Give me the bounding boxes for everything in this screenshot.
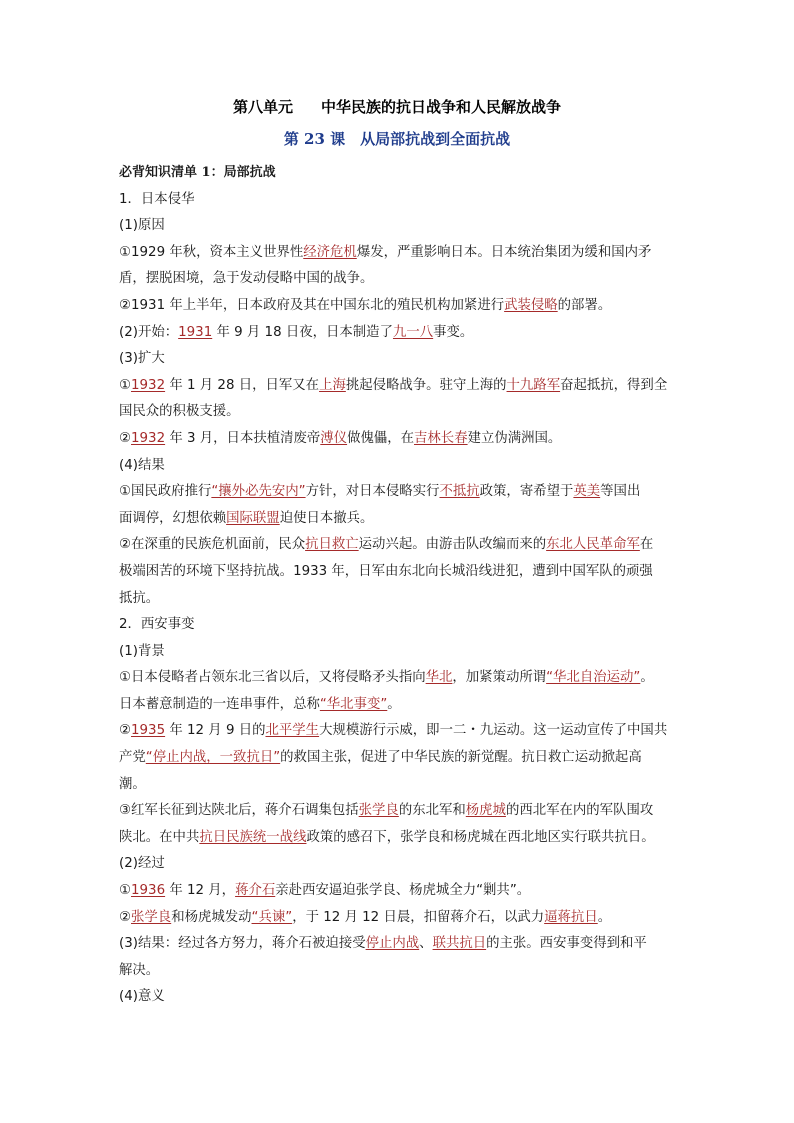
key-term: 溥仪 [320,430,348,446]
key-term: 1932 [131,377,166,393]
text-line [119,639,679,666]
text-lines [119,187,679,1011]
text-segment: 亲赴西安逼迫张学良、杨虎城全力“剿共”。 [275,883,531,899]
text-segment: 年 1 月 28 日，日军又在 [165,377,320,393]
text-line [119,506,679,533]
key-term: “华北自治运动” [546,670,641,686]
text-segment: 极端困苦的环境下坚持抗战。1933 年，日军由东北向长城沿线进犯，遭到中国军队的顽强 [119,563,653,579]
text-segment: 年 9 月 18 日夜，日本制造了 [212,324,393,340]
text-line [119,586,679,613]
key-term: 停止内战 [365,936,420,952]
content-body [119,160,679,1011]
text-segment: 抵抗。 [119,590,160,606]
text-segment: 爆发，严重影响日本。日本统治集团为缓和国内矛 [356,244,652,260]
text-line [119,399,679,426]
text-line [119,745,679,772]
text-segment: 2．西安事变 [119,617,195,633]
text-segment: ①1929 年秋，资本主义世界性 [119,244,304,260]
text-segment: (4)结果 [119,457,165,473]
text-segment: 政策的感召下，张学良和杨虎城在西北地区实行联共抗日。 [306,829,655,845]
text-line [119,453,679,480]
text-segment: 解决。 [119,962,160,978]
text-segment: 产党 [119,750,146,766]
text-line [119,346,679,373]
text-line [119,851,679,878]
text-segment: (3)结果：经过各方努力，蒋介石被迫接受 [119,936,366,952]
text-segment: 等国出 [600,484,641,500]
text-segment: 陕北。在中共 [119,829,200,845]
text-segment: 建立伪满洲国。 [467,430,562,446]
key-term: “华北事变” [319,696,388,712]
text-segment: (1)背景 [119,643,165,659]
key-term: 十九路军 [506,377,561,393]
key-term: 逼蒋抗日 [544,909,598,925]
key-term: 杨虎城 [465,803,506,819]
key-term: 上海 [319,377,346,393]
text-line [119,479,679,506]
key-term: 九一八 [392,324,434,340]
text-segment: (1)原因 [119,218,165,234]
text-line [119,320,679,347]
key-term: 抗日救亡 [305,537,359,553]
text-line [119,798,679,825]
text-segment: 、 [419,936,433,952]
key-term: 国际联盟 [226,510,280,526]
key-term: 张学良 [131,909,172,925]
text-segment: 政策，寄希望于 [479,484,574,500]
text-line [119,718,679,745]
text-segment: 。 [387,696,401,712]
text-segment: 方针，对日本侵略实行 [305,484,440,500]
key-term: 经济危机 [303,244,357,260]
key-term: 东北人民革命军 [546,537,640,553]
text-segment: 做傀儡，在 [347,430,415,446]
text-line [119,878,679,905]
text-segment: ①国民政府推行 [119,484,212,500]
text-line [119,266,679,293]
text-line [119,213,679,240]
text-line [119,984,679,1011]
text-segment: 年 3 月，日本扶植清废帝 [165,430,321,446]
key-term: 1936 [131,883,166,899]
key-term: 华北 [425,670,453,686]
key-term: 英美 [573,484,601,500]
unit-number: 第八单元 [232,98,293,116]
text-segment: 奋起抵抗，得到全 [560,377,668,393]
text-segment: 的部署。 [557,297,612,313]
text-segment: ，于 12 月 12 日晨，扣留蒋介石，以武力 [292,909,545,925]
text-line [119,825,679,852]
text-segment: ① [119,377,132,393]
key-term: 吉林长春 [414,430,468,446]
text-line [119,532,679,559]
key-term: 抗日民族统一战线 [199,829,307,845]
key-term: “攘外必先安内” [211,484,306,500]
key-term: 武装侵略 [504,297,558,313]
key-term: 联共抗日 [432,936,487,952]
text-segment: 日本蓄意制造的一连串事件，总称 [119,696,320,712]
text-segment: 1．日本侵华 [119,191,195,207]
key-term: 1932 [131,430,166,446]
text-line [119,293,679,320]
text-segment: ② [119,430,132,446]
text-segment: ① [119,883,132,899]
text-segment: 和杨虎城发动 [171,909,252,925]
text-segment: 国民众的积极支援。 [119,404,240,420]
text-line [119,426,679,453]
text-line [119,665,679,692]
key-term: “停止内战，一致抗日” [145,750,281,766]
text-segment: 年 12 月 9 日的 [165,723,266,739]
text-line [119,772,679,799]
text-segment: ②在深重的民族危机面前，民众 [119,537,306,553]
text-segment: 盾，摆脱困境，急于发动侵略中国的战争。 [119,271,374,287]
text-segment: 挑起侵略战争。驻守上海的 [345,377,507,393]
text-segment: ②1931 年上半年，日本政府及其在中国东北的殖民机构加紧进行 [119,297,505,313]
section-heading: 必背知识清单 1：局部抗战 [119,165,276,180]
text-segment: (2)经过 [119,856,165,872]
text-segment: 年 12 月， [165,883,236,899]
lesson-title: 第 23 课 从局部抗战到全面抗战 [283,130,511,148]
text-segment: 大规模游行示威，即一二・九运动。这一运动宣传了中国共 [319,723,668,739]
key-term: 蒋介石 [235,883,276,899]
text-line [119,931,679,958]
text-line [119,240,679,267]
key-term: “兵谏” [251,909,293,925]
text-segment: 面调停，幻想依赖 [119,510,227,526]
text-segment: ①日本侵略者占领东北三省以后，又将侵略矛头指向 [119,670,426,686]
text-segment: ③红军长征到达陕北后，蒋介石调集包括 [119,803,359,819]
text-segment: (4)意义 [119,989,165,1005]
text-segment: 的救国主张，促进了中华民族的新觉醒。抗日救亡运动掀起高 [280,750,642,766]
text-segment: 在 [639,537,654,553]
text-line [119,559,679,586]
key-term: 张学良 [358,803,399,819]
text-segment: 的主张。西安事变得到和平 [486,936,647,952]
key-term: 1931 [178,324,213,340]
text-line [119,958,679,985]
key-term: 1935 [131,723,166,739]
text-line [119,187,679,214]
text-line [119,692,679,719]
text-segment: 事变。 [433,324,474,340]
text-line [119,905,679,932]
text-segment: (3)扩大 [119,351,165,367]
text-segment: 运动兴起。由游击队改编而来的 [358,537,547,553]
text-segment: 的东北军和 [398,803,466,819]
key-term: 不抵抗 [439,484,480,500]
text-segment: 。 [640,670,654,686]
key-term: 北平学生 [265,723,320,739]
text-segment: ，加紧策动所谓 [452,670,547,686]
unit-title [0,96,794,117]
text-segment: 的西北军在内的军队围攻 [505,803,654,819]
text-segment: 。 [597,909,612,925]
text-segment: ② [119,723,132,739]
text-line [119,373,679,400]
text-line [119,612,679,639]
text-segment: ② [119,909,132,925]
text-segment: 迫使日本撤兵。 [279,510,374,526]
text-segment: 潮。 [119,776,146,792]
text-segment: (2)开始： [119,324,179,340]
unit-name: 中华民族的抗日战争和人民解放战争 [321,98,562,116]
